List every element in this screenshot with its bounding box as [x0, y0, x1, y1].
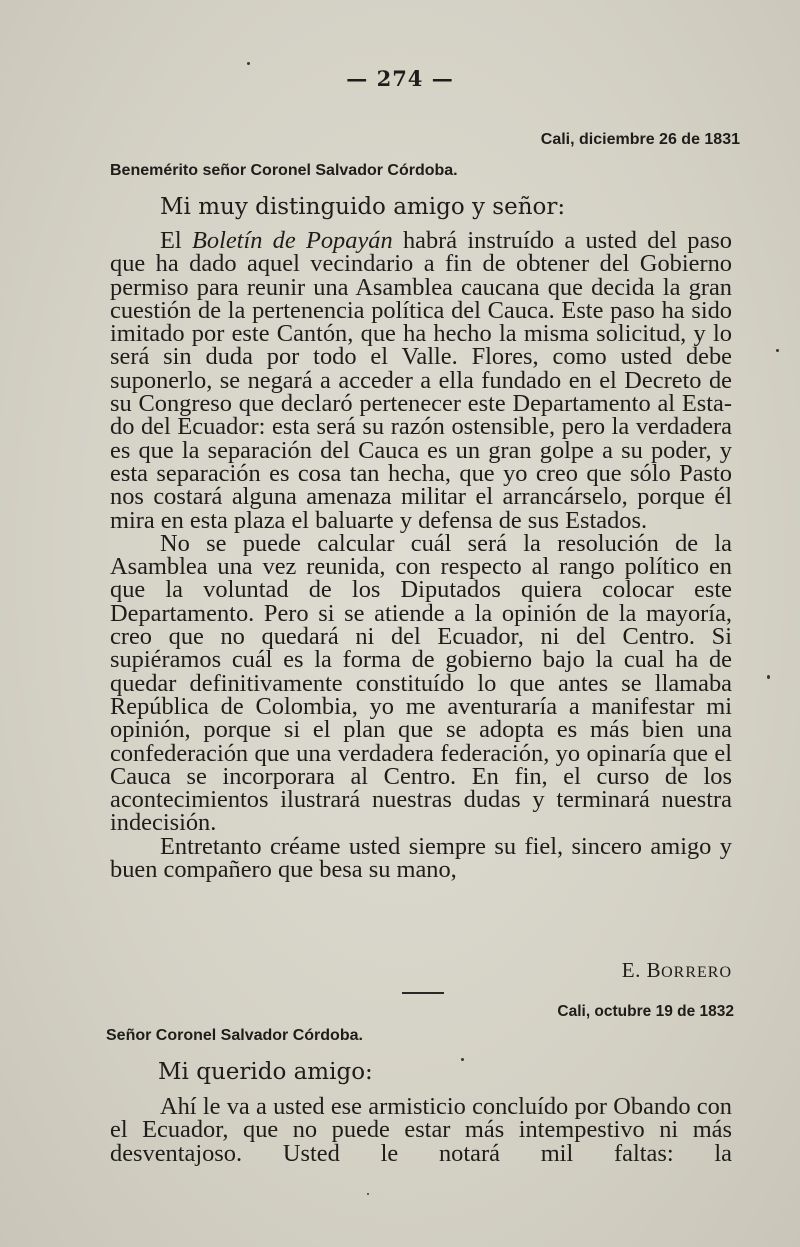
letter1-addressee: Benemérito señor Coronel Salvador Córdoba. — [110, 162, 458, 179]
paper-speck — [367, 1193, 369, 1195]
letter1-paragraph-1-title: Boletín de Popayán — [191, 227, 393, 254]
letter1-salutation: Mi muy distinguido amigo y señor: — [160, 194, 566, 220]
paper-speck — [247, 62, 250, 65]
letter1-paragraph-1 — [110, 229, 732, 532]
letter1-dateline: Cali, diciembre 26 de 1831 — [540, 131, 740, 148]
paper-speck — [776, 349, 779, 352]
letter-divider — [402, 992, 444, 994]
page-number: — 274 — — [346, 66, 454, 91]
letter1-paragraph-2: No se puede calcular cuál será la resolución de la Asamblea una vez reunida, con respecto al rango político en que la voluntad de los Diputados quiera colocar este Departamento. Pero si se atiende a la opinión de la mayoría, creo que no quedará ni del Ecuador, ni del Centro. Si supiéramos cuál es la forma de gobierno bajo la cual ha de quedar definitivamente constituído lo que antes se llamaba República de Colombia, yo me aventuraría a manifestar mi opinión, porque si el plan que se adopta es más bien una confederación que una verdadera federación, yo opinaría que el Cauca se incorporara al Centro. En fin, el curso de los acontecimientos ilustrará nuestras dudas y terminará nuestra indecisión. — [110, 529, 732, 837]
letter1-body — [110, 227, 732, 884]
letter1-paragraph-1-lead: El — [160, 227, 182, 254]
paper-speck — [461, 1058, 464, 1061]
letter1-paragraph-1-rest: habrá instruído a usted del paso que ha dado aquel vecindario a fin de obtener del Gobierno permiso para reunir una Asamblea caucana que decida la gran cuestión de la pertenencia política del Cauca. Este paso ha sido imitado por este Cantón, que ha hecho la misma solicitud, y lo será sin duda por todo el Valle. Flores, como usted debe suponerlo, se negará a acceder a ella fundado en el Decreto de su Congreso que declaró pertenecer este Departamento al Estado del Ecuador: esta será su razón ostensible, pero la verdadera es que la separación del Cauca es un gran golpe a su poder, y esta separación es cosa tan hecha, que yo creo que sólo Pasto nos costará alguna amenaza militar el arrancárselo, porque él mira en esta plaza el baluarte y defensa de sus Estados. — [110, 227, 732, 534]
signature-surname: ORRERO — [661, 964, 732, 981]
signature-initial: E. B — [621, 958, 662, 982]
letter2-addressee: Señor Coronel Salvador Córdoba. — [106, 1027, 363, 1044]
letter2-paragraph-1: Ahí le va a usted ese armisticio concluído por Obando con el Ecuador, que no puede estar más intempestivo ni más desventajoso. Usted le notará mil faltas: la — [110, 1093, 732, 1167]
letter1-paragraph-3: Entretanto créame usted siempre su fiel, sincero amigo y buen compañero que besa su mano, — [110, 832, 732, 884]
letter2-dateline: Cali, octubre 19 de 1832 — [557, 1003, 734, 1020]
letter2-salutation: Mi querido amigo: — [158, 1059, 373, 1085]
letter2-body — [110, 1095, 732, 1165]
letter1-signature — [622, 958, 732, 983]
paper-speck — [767, 675, 770, 679]
